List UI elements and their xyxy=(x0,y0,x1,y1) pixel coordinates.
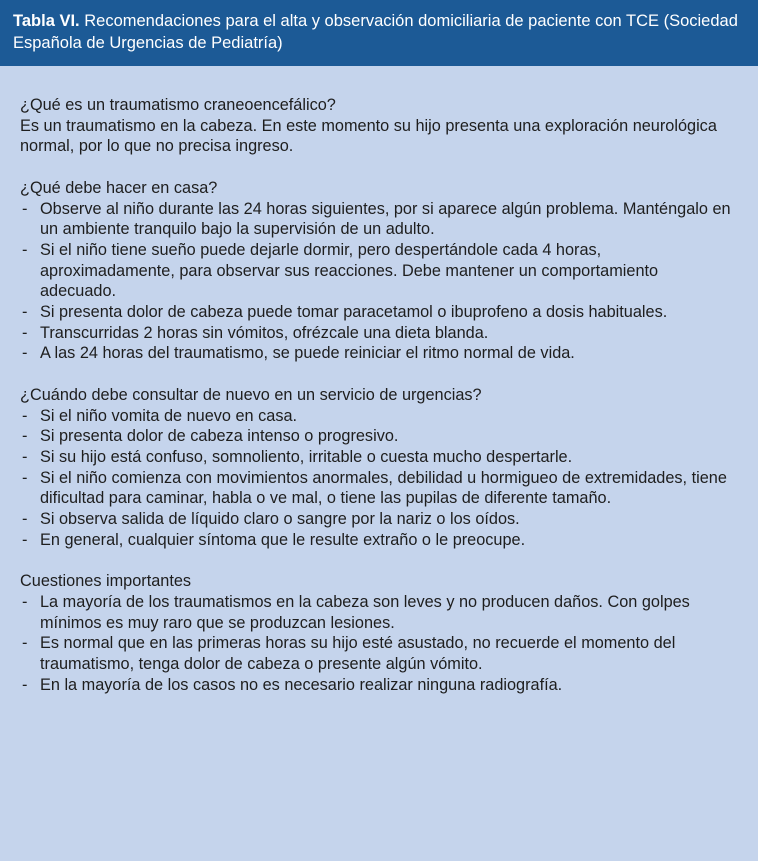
table-header xyxy=(0,0,758,66)
table-label: Tabla VI. xyxy=(13,12,80,30)
section xyxy=(20,385,738,551)
section xyxy=(20,95,738,157)
list-item: - Si presenta dolor de cabeza puede tomar paracetamol o ibuprofeno a dosis habituales. xyxy=(20,302,738,323)
table-title: Recomendaciones para el alta y observación domiciliaria de paciente con TCE (Sociedad Española de Urgencias de Pediatría) xyxy=(13,12,738,52)
list-item: - Es normal que en las primeras horas su hijo esté asustado, no recuerde el momento del traumatismo, tenga dolor de cabeza o presente algún vómito. xyxy=(20,633,738,674)
section-paragraph: Es un traumatismo en la cabeza. En este momento su hijo presenta una exploración neurológica normal, por lo que no precisa ingreso. xyxy=(20,116,717,156)
bullet-list xyxy=(20,199,738,365)
section-heading: ¿Qué es un traumatismo craneoencefálico? xyxy=(20,96,336,114)
list-item: - Si su hijo está confuso, somnoliento, irritable o cuesta mucho despertarle. xyxy=(20,447,738,468)
list-item: - Si el niño vomita de nuevo en casa. xyxy=(20,406,738,427)
list-item: - En la mayoría de los casos no es necesario realizar ninguna radiografía. xyxy=(20,675,738,696)
list-item: - A las 24 horas del traumatismo, se puede reiniciar el ritmo normal de vida. xyxy=(20,343,738,364)
section-heading: ¿Qué debe hacer en casa? xyxy=(20,178,218,197)
list-item: - Si observa salida de líquido claro o sangre por la nariz o los oídos. xyxy=(20,509,738,530)
table-content xyxy=(0,66,758,695)
list-item: - Si el niño comienza con movimientos anormales, debilidad u hormigueo de extremidades, tiene dificultad para caminar, habla o ve mal, o tiene las pupilas de diferente tamaño. xyxy=(20,468,738,509)
list-item: - Observe al niño durante las 24 horas siguientes, por si aparece algún problema. Manténgalo en un ambiente tranquilo bajo la supervisión de un adulto. xyxy=(20,199,738,240)
section xyxy=(20,178,738,364)
bullet-list xyxy=(20,592,738,696)
bullet-list xyxy=(20,406,738,551)
list-item: - Si presenta dolor de cabeza intenso o progresivo. xyxy=(20,426,738,447)
section-heading: Cuestiones importantes xyxy=(20,572,192,591)
list-item: - Transcurridas 2 horas sin vómitos, ofrézcale una dieta blanda. xyxy=(20,323,738,344)
list-item: - En general, cualquier síntoma que le resulte extraño o le preocupe. xyxy=(20,530,738,551)
section-heading: ¿Cuándo debe consultar de nuevo en un servicio de urgencias? xyxy=(20,385,482,404)
list-item: - La mayoría de los traumatismos en la cabeza son leves y no producen daños. Con golpes mínimos es muy raro que se produzcan lesiones. xyxy=(20,592,738,633)
section xyxy=(20,571,738,695)
list-item: - Si el niño tiene sueño puede dejarle dormir, pero despertándole cada 4 horas, aproximadamente, para observar sus reacciones. Debe mantener un comportamiento adecuado. xyxy=(20,240,738,302)
